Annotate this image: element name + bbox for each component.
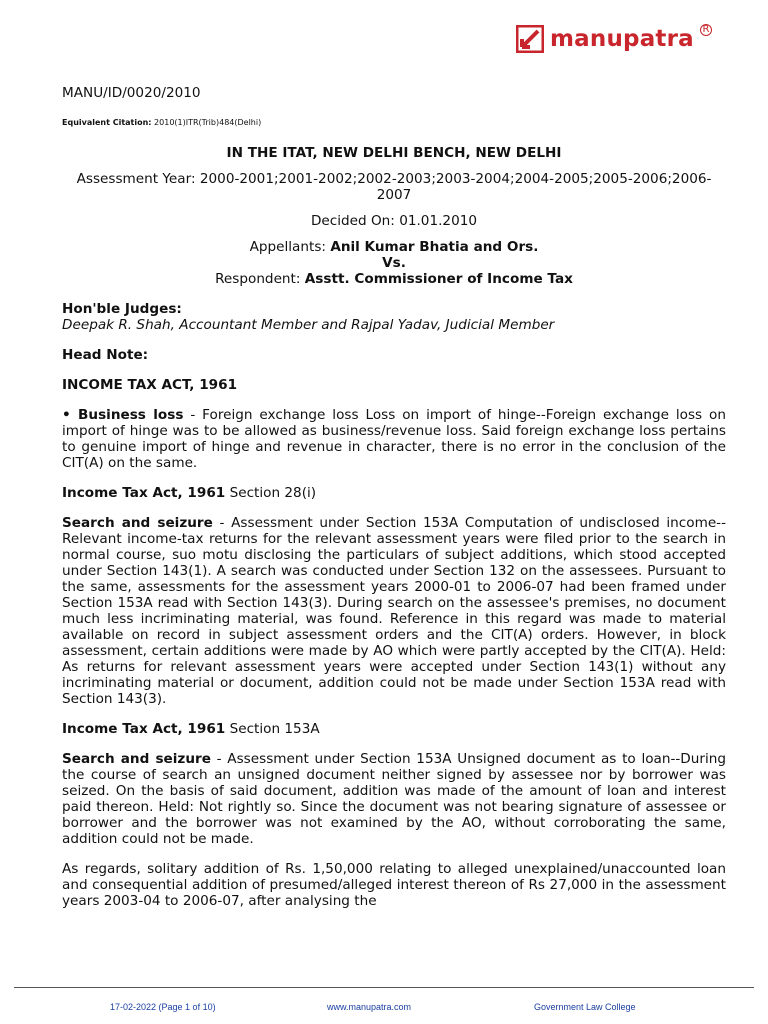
manu-id: MANU/ID/0020/2010: [62, 85, 201, 101]
parties: [62, 239, 726, 287]
respondent-line: [62, 271, 726, 287]
section-ref-2-section: Section 153A: [225, 721, 320, 737]
appellants-label: Appellants:: [249, 239, 331, 255]
paragraph-1-text: - Foreign exchange loss Loss on import of hinge--Foreign exchange loss on import of hinge was to be allowed as business/revenue loss. Said foreign exchange loss pertains to genuine import of hinge and revenue in character, there is no error in the conclusion of the CIT(A) on the same.: [62, 407, 726, 471]
footer-college: Government Law College: [534, 1002, 636, 1012]
manupatra-logo-icon: [516, 25, 544, 53]
court-title: IN THE ITAT, NEW DELHI BENCH, NEW DELHI: [226, 145, 562, 161]
footer-date-page: 17-02-2022 (Page 1 of 10): [110, 1002, 216, 1012]
section-ref-1-act: Income Tax Act, 1961: [62, 485, 226, 501]
versus-text: Vs.: [382, 255, 406, 271]
footer-divider: [14, 987, 754, 988]
logo-wordmark: manupatra: [550, 26, 694, 52]
appellants-name: Anil Kumar Bhatia and Ors.: [330, 239, 539, 255]
respondent-name: Asstt. Commissioner of Income Tax: [304, 271, 573, 287]
judges-names: Deepak R. Shah, Accountant Member and Rajpal Yadav, Judicial Member: [62, 317, 555, 333]
paragraph-3-text: - Assessment under Section 153A Unsigned document as to loan--During the course of search an unsigned document neither signed by assessee nor by borrower was seized. On the basis of said document, addition was made of the amount of loan and interest paid thereon. Held: Not rightly so. Since the document was not bearing signature of assessee or borrower and the borrower was not examined by the AO, without corroborating the same, addition could not be made.: [62, 751, 726, 847]
assessment-year: Assessment Year: 2000-2001;2001-2002;2002-2003;2003-2004;2004-2005;2005-2006;2006-2007: [76, 171, 712, 203]
equiv-value: 2010(1)ITR(Trib)484(Delhi): [151, 118, 262, 127]
paragraph-3-topic: Search and seizure: [62, 751, 211, 767]
section-ref-1-section: Section 28(i): [225, 485, 317, 501]
headnote-paragraph-4: As regards, solitary addition of Rs. 1,50,000 relating to alleged unexplained/unaccounted loan and consequential addition of presumed/alleged interest thereon of Rs 27,000 in the assessment years 2003-04 to 2006-07, after analysing the: [62, 861, 726, 909]
head-note-heading: Head Note:: [62, 347, 149, 363]
paragraph-2-text: - Assessment under Section 153A Computation of undisclosed income--Relevant income-tax returns for the relevant assessment years were filed prior to the search in normal course, suo motu disclosing the particulars of subject additions, which stood accepted under Section 143(1). A search was conducted under Section 132 on the assessees. Pursuant to the same, assessments for the assessment years 2000-01 to 2006-07 had been framed under Section 153A read with Section 143(3). During search on the assessee's premises, no document much less incriminating material, was found. Reference in this regard was made to material available on record in subject assessment orders and the CIT(A) orders. However, in block assessment, certain additions were made by AO which were partly accepted by the CIT(A). Held: As returns for relevant assessment years were accepted under Section 143(1) without any incriminating material or document, addition could not be made under Section 153A read with Section 143(3).: [62, 515, 726, 707]
headnote-paragraph-1: [62, 407, 726, 471]
section-ref-1: [62, 485, 726, 501]
manupatra-logo: [516, 22, 716, 56]
judges-heading: Hon'ble Judges:: [62, 301, 182, 317]
decided-on: Decided On: 01.01.2010: [310, 213, 478, 229]
registered-mark: R: [700, 24, 712, 36]
headnote-paragraph-2: [62, 515, 726, 707]
paragraph-2-topic: Search and seizure: [62, 515, 213, 531]
appellants-line: [62, 239, 726, 255]
versus: [62, 255, 726, 271]
paragraph-1-topic: • Business loss: [62, 407, 184, 423]
respondent-label: Respondent:: [215, 271, 305, 287]
section-ref-2-act: Income Tax Act, 1961: [62, 721, 226, 737]
equiv-label: Equivalent Citation:: [62, 118, 152, 127]
headnote-paragraph-3: [62, 751, 726, 847]
section-ref-2: [62, 721, 726, 737]
document-body: [62, 85, 726, 923]
footer-site-link[interactable]: www.manupatra.com: [327, 1002, 412, 1012]
equivalent-citation: [62, 115, 726, 131]
act-heading: INCOME TAX ACT, 1961: [62, 377, 238, 393]
